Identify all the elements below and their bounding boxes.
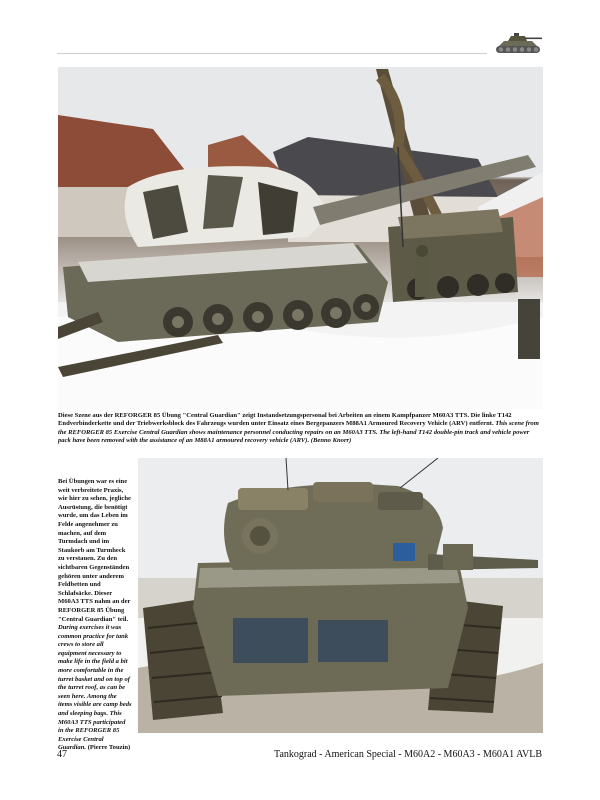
photo-m60a3-front (138, 458, 543, 733)
tank-logo-icon (492, 30, 544, 58)
photo2-caption-english: During exercises it was common practice for tank crews to store all equipment necessary to make life in the field a bit more comfortable in the turret basket and on top of the turret roof, as can be seen here. Among the items visible are camp beds and sleeping bags. This M60A3 TTS participated in the REFORGER 85 Exercise Central Guardian. (58, 624, 132, 752)
footer-title: Tankograd - American Special - M60A2 - M60A3 - M60A1 AVLB (274, 749, 542, 760)
photo-maintenance-scene (58, 67, 543, 409)
photo2-caption-german: Bei Übungen war es eine weit verbreitete Praxis, wie hier zu sehen, jegliche Ausrüstung, die benötigt wurde, um das Leben im Felde angenehmer zu machen, auf dem Turmdach und im Staukorb am Turmheck zu verstauen. Zu den sichtbaren Gegenständen gehören unter anderem Feldbetten und Schlafsäcke. Dieser M60A3 TTS nahm an der REFORGER 85 Übung "Central Guardian" teil. (58, 478, 131, 623)
photo1-caption (58, 412, 543, 446)
photo2-caption (58, 478, 132, 753)
photo2-credit: (Pierre Touzin) (87, 744, 131, 752)
photo1-caption-german: Diese Szene aus der REFORGER 85 Übung "Central Guardian" zeigt Instandsetzungspersonal bei Arbeiten an einem Kampfpanzer M60A3 TTS. Die linke T142 Endverbinderkette und der Triebwerksblock des Fahrzeugs wurden unter Einsatz eines Bergepanzers M88A1 Armoured Recovery Vehicle (ARV) entfernt. (58, 412, 512, 428)
header-rule (57, 53, 487, 54)
page-number: 47 (57, 749, 67, 760)
photo1-caption-english: This scene from the REFORGER 85 Exercise Central Guardian shows maintenance personnel conducting repairs on an M60A3 TTS. The left-hand T142 double-pin track and vehicle power pack have been removed with the assistance of an M88A1 armoured recovery vehicle (ARV). (Benno Knorr) (58, 420, 539, 445)
